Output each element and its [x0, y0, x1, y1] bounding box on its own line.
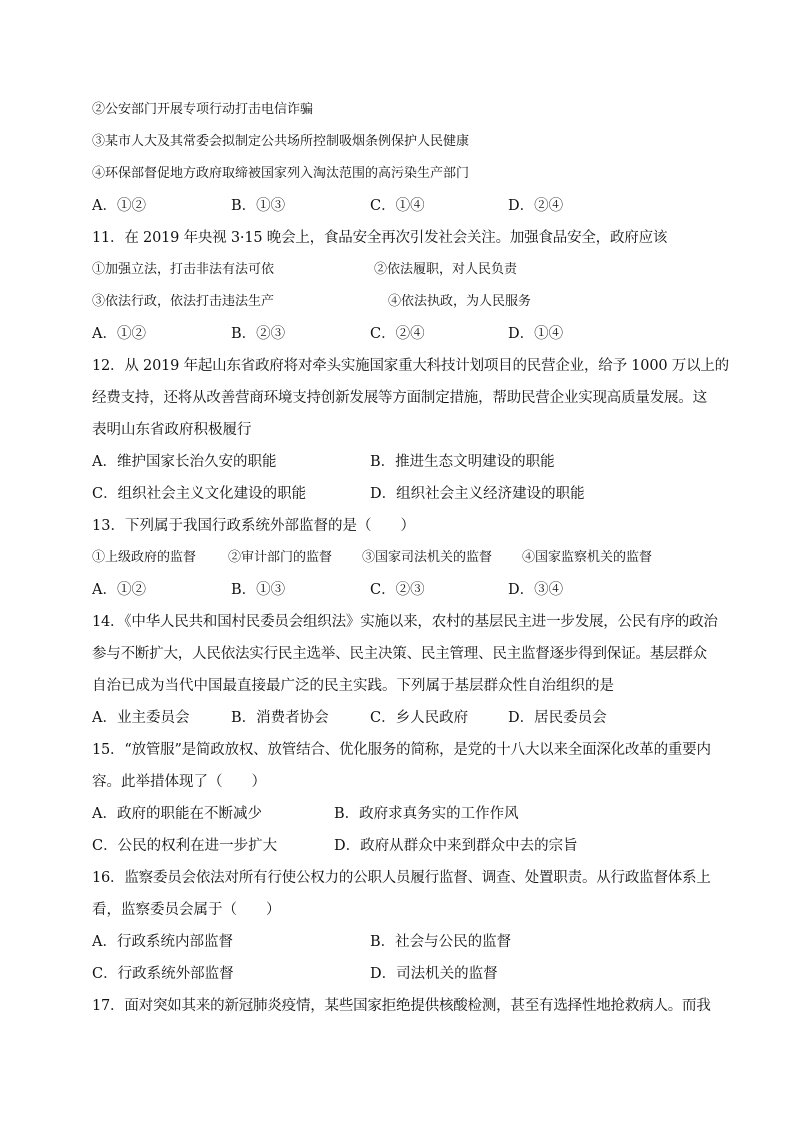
q15-stem-line-2: 容。此举措体现了（ ） [92, 774, 266, 790]
q16-option-d[interactable]: D．司法机关的监督 [370, 966, 498, 982]
q15-stem-line-1: 15．“放管服”是简政放权、放管结合、优化服务的简称，是党的十八大以来全面深化改革的重要内 [92, 742, 711, 758]
q14-stem-line-1: 14．《中华人民共和国村民委员会组织法》实施以来，农村的基层民主进一步发展，公民有序的政治 [92, 614, 718, 630]
q11-item-1: ①加强立法，打击非法有法可依 [92, 262, 275, 277]
q14-option-b[interactable]: B．消费者协会 [231, 710, 329, 726]
q11-item-4: ④依法执政，为人民服务 [388, 294, 532, 309]
prev-item-2: ②公安部门开展专项行动打击电信诈骗 [92, 102, 314, 117]
q11-item-3: ③依法行政，依法打击违法生产 [92, 294, 275, 309]
q11-option-a[interactable]: A．①② [92, 326, 146, 342]
q13-item-3: ③国家司法机关的监督 [362, 550, 493, 565]
q13-option-b[interactable]: B．①③ [231, 582, 286, 598]
q13-item-4: ④国家监察机关的监督 [522, 550, 653, 565]
q13-option-a[interactable]: A．①② [92, 582, 146, 598]
q16-option-c[interactable]: C．行政系统外部监督 [92, 966, 234, 982]
q11-option-c[interactable]: C．②④ [370, 326, 425, 342]
q11-item-2: ②依法履职，对人民负责 [374, 262, 518, 277]
q13-option-c[interactable]: C．②③ [370, 582, 425, 598]
q13-item-1: ①上级政府的监督 [92, 550, 197, 565]
q14-option-c[interactable]: C．乡人民政府 [370, 710, 469, 726]
prev-item-4: ④环保部督促地方政府取缔被国家列入淘汰范围的高污染生产部门 [92, 166, 470, 181]
q13-option-d[interactable]: D．③④ [508, 582, 564, 598]
q15-option-b[interactable]: B．政府求真务实的工作作风 [334, 806, 519, 822]
q16-stem-line-2: 看，监察委员会属于（ ） [92, 902, 281, 918]
q12-stem-line-2: 经费支持，还将从改善营商环境支持创新发展等方面制定措施，帮助民营企业实现高质量发展。这 [92, 390, 707, 406]
q16-stem-line-1: 16．监察委员会依法对所有行使公权力的公职人员履行监督、调查、处置职责。从行政监督体系上 [92, 870, 711, 886]
prev-option-a[interactable]: A．①② [92, 198, 146, 214]
q15-option-c[interactable]: C．公民的权利在进一步扩大 [92, 838, 278, 854]
q12-option-a[interactable]: A．维护国家长治久安的职能 [92, 454, 277, 470]
prev-item-3: ③某市人大及其常委会拟制定公共场所控制吸烟条例保护人民健康 [92, 134, 470, 149]
prev-option-d[interactable]: D．②④ [508, 198, 564, 214]
q11-option-b[interactable]: B．②③ [231, 326, 286, 342]
q13-stem: 13．下列属于我国行政系统外部监督的是（ ） [92, 518, 415, 534]
q16-option-b[interactable]: B．社会与公民的监督 [370, 934, 512, 950]
q11-stem: 11．在 2019 年央视 3·15 晚会上，食品安全再次引发社会关注。加强食品安全，政府应该 [92, 230, 668, 246]
q16-option-a[interactable]: A．行政系统内部监督 [92, 934, 233, 950]
q17-stem-line-1: 17．面对突如其来的新冠肺炎疫情，某些国家拒绝提供核酸检测，甚至有选择性地抢救病人。而我 [92, 998, 711, 1014]
q14-stem-line-3: 自治已成为当代中国最直接最广泛的民主实践。下列属于基层群众性自治组织的是 [92, 678, 614, 694]
q12-option-c[interactable]: C．组织社会主义文化建设的职能 [92, 486, 307, 502]
q15-option-d[interactable]: D．政府从群众中来到群众中去的宗旨 [334, 838, 578, 854]
q14-stem-line-2: 参与不断扩大，人民依法实行民主选举、民主决策、民主管理、民主监督逐步得到保证。基层群众 [92, 646, 707, 662]
q12-option-d[interactable]: D．组织社会主义经济建设的职能 [370, 486, 585, 502]
q13-item-2: ②审计部门的监督 [228, 550, 333, 565]
q12-option-b[interactable]: B．推进生态文明建设的职能 [370, 454, 555, 470]
q12-stem-line-1: 12．从 2019 年起山东省政府将对牵头实施国家重大科技计划项目的民营企业，给予 1000 万以上的 [92, 358, 729, 374]
q12-stem-line-3: 表明山东省政府积极履行 [92, 422, 252, 438]
prev-option-c[interactable]: C．①④ [370, 198, 425, 214]
prev-option-b[interactable]: B．①③ [231, 198, 286, 214]
q15-option-a[interactable]: A．政府的职能在不断减少 [92, 806, 262, 822]
q14-option-d[interactable]: D．居民委员会 [508, 710, 607, 726]
q11-option-d[interactable]: D．①④ [508, 326, 564, 342]
q14-option-a[interactable]: A．业主委员会 [92, 710, 190, 726]
